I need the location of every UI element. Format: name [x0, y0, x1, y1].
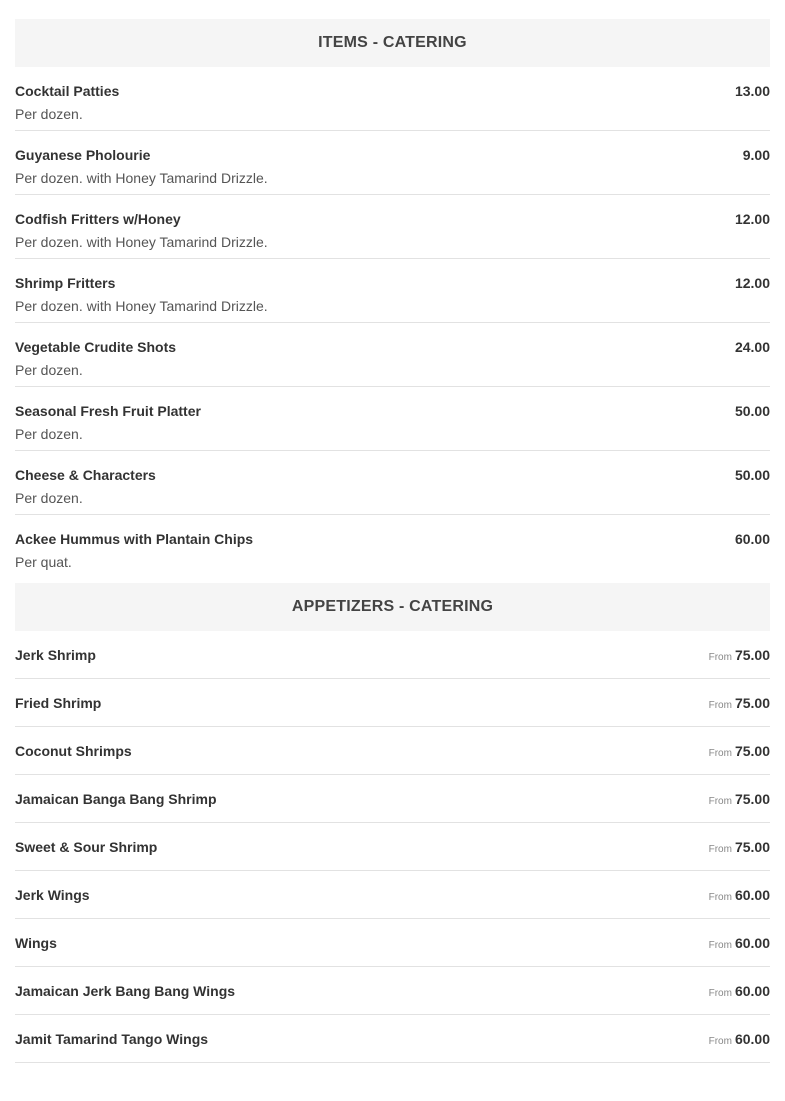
item-price	[709, 743, 770, 759]
menu-item-jerk-wings[interactable]	[15, 871, 770, 919]
item-price	[735, 339, 770, 355]
price-value: 12.00	[734, 211, 770, 227]
menu-item-cheese-characters[interactable]	[15, 451, 770, 515]
price-value: 60.00	[734, 935, 770, 951]
item-description: Per dozen.	[15, 106, 83, 122]
item-name: Ackee Hummus with Plantain Chips	[15, 531, 254, 547]
from-label: From	[708, 1036, 732, 1047]
menu-item-tamarind-tango-wings[interactable]	[15, 1015, 770, 1063]
price-value: 9.00	[742, 147, 770, 163]
menu-item-seasonal-fruit-platter[interactable]	[15, 387, 770, 451]
item-description: Per dozen. with Honey Tamarind Drizzle.	[15, 298, 268, 314]
section-header-appetizers-catering	[15, 583, 770, 631]
menu-item-coconut-shrimps[interactable]	[15, 727, 770, 775]
item-price	[735, 275, 770, 291]
price-value: 50.00	[734, 403, 770, 419]
menu-item-codfish-fritters[interactable]	[15, 195, 770, 259]
menu-item-wings[interactable]	[15, 919, 770, 967]
item-description: Per dozen. with Honey Tamarind Drizzle.	[15, 170, 268, 186]
item-name: Jamaican Jerk Bang Bang Wings	[15, 983, 236, 999]
item-description: Per dozen.	[15, 490, 83, 506]
item-name: Jamit Tamarind Tango Wings	[15, 1031, 209, 1047]
price-value: 75.00	[734, 647, 770, 663]
price-value: 60.00	[734, 531, 770, 547]
item-price	[709, 983, 770, 999]
menu-container	[15, 19, 770, 1063]
item-price	[709, 839, 770, 855]
menu-item-shrimp-fritters[interactable]	[15, 259, 770, 323]
item-price	[735, 467, 770, 483]
item-price	[735, 211, 770, 227]
price-value: 12.00	[734, 275, 770, 291]
item-description: Per dozen.	[15, 426, 83, 442]
menu-item-jerk-bang-bang-wings[interactable]	[15, 967, 770, 1015]
item-price	[735, 83, 770, 99]
item-price	[735, 531, 770, 547]
menu-item-sweet-sour-shrimp[interactable]	[15, 823, 770, 871]
price-value: 13.00	[734, 83, 770, 99]
from-label: From	[708, 988, 732, 999]
item-name: Seasonal Fresh Fruit Platter	[15, 403, 201, 419]
item-name: Sweet & Sour Shrimp	[15, 839, 158, 855]
price-value: 24.00	[734, 339, 770, 355]
item-description: Per dozen. with Honey Tamarind Drizzle.	[15, 234, 268, 250]
item-name: Jerk Shrimp	[15, 647, 96, 663]
section-title: APPETIZERS - CATERING	[291, 598, 494, 615]
item-description: Per dozen.	[15, 362, 83, 378]
item-description: Per quat.	[15, 554, 72, 570]
menu-item-cocktail-patties[interactable]	[15, 67, 770, 131]
from-label: From	[708, 940, 732, 951]
from-label: From	[708, 700, 732, 711]
section-title: ITEMS - CATERING	[318, 34, 467, 51]
menu-item-ackee-hummus[interactable]	[15, 515, 770, 583]
item-price	[709, 791, 770, 807]
menu-item-vegetable-crudite-shots[interactable]	[15, 323, 770, 387]
from-label: From	[708, 844, 732, 855]
price-value: 50.00	[734, 467, 770, 483]
item-name: Cocktail Patties	[15, 83, 120, 99]
item-name: Shrimp Fritters	[15, 275, 116, 291]
item-name: Vegetable Crudite Shots	[15, 339, 177, 355]
from-label: From	[708, 748, 732, 759]
price-value: 75.00	[734, 791, 770, 807]
price-value: 60.00	[734, 983, 770, 999]
price-value: 60.00	[734, 887, 770, 903]
item-price	[709, 1031, 770, 1047]
from-label: From	[708, 652, 732, 663]
menu-item-guyanese-pholourie[interactable]	[15, 131, 770, 195]
menu-item-fried-shrimp[interactable]	[15, 679, 770, 727]
item-price	[709, 887, 770, 903]
price-value: 60.00	[734, 1031, 770, 1047]
item-price	[709, 695, 770, 711]
section-header-items-catering	[15, 19, 770, 67]
item-price	[709, 935, 770, 951]
from-label: From	[708, 796, 732, 807]
item-name: Wings	[15, 935, 57, 951]
price-value: 75.00	[734, 743, 770, 759]
item-name: Fried Shrimp	[15, 695, 102, 711]
item-name: Codfish Fritters w/Honey	[15, 211, 181, 227]
item-name: Cheese & Characters	[15, 467, 156, 483]
item-name: Jamaican Banga Bang Shrimp	[15, 791, 217, 807]
menu-item-banga-bang-shrimp[interactable]	[15, 775, 770, 823]
item-name: Guyanese Pholourie	[15, 147, 151, 163]
item-price	[709, 647, 770, 663]
from-label: From	[708, 892, 732, 903]
item-name: Jerk Wings	[15, 887, 90, 903]
item-name: Coconut Shrimps	[15, 743, 132, 759]
price-value: 75.00	[734, 695, 770, 711]
menu-item-jerk-shrimp[interactable]	[15, 631, 770, 679]
item-price	[735, 403, 770, 419]
price-value: 75.00	[734, 839, 770, 855]
item-price	[743, 147, 770, 163]
